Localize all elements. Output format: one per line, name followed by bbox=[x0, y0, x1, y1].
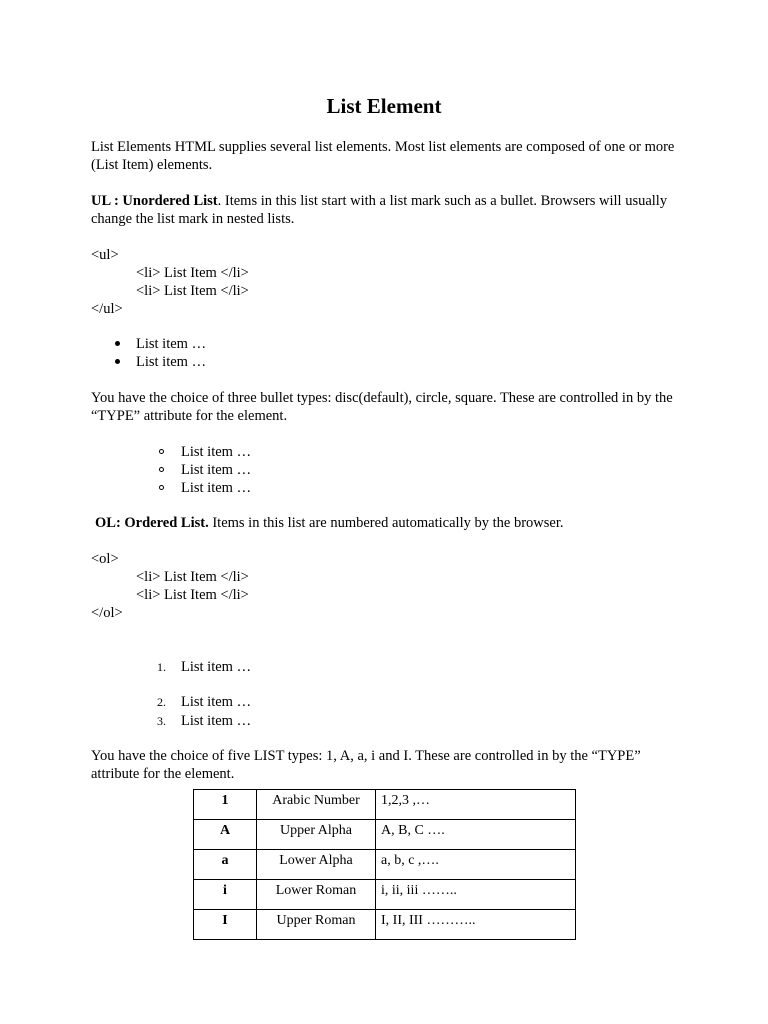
ordered-number: 2. bbox=[157, 695, 166, 709]
ordered-number: 3. bbox=[157, 714, 166, 728]
table-row bbox=[194, 880, 576, 910]
ul-code-item: <li> List Item </li> bbox=[136, 265, 249, 281]
ol-code-item: <li> List Item </li> bbox=[136, 569, 249, 585]
ol-code-close: </ol> bbox=[91, 605, 123, 621]
type-name-cell: Lower Alpha bbox=[257, 850, 376, 880]
ul-code-close: </ul> bbox=[91, 301, 123, 317]
ordered-number: 1. bbox=[157, 660, 166, 674]
list-types-table bbox=[193, 789, 576, 940]
circle-bullet-icon bbox=[159, 467, 164, 472]
ol-heading: OL: Ordered List. bbox=[95, 515, 209, 531]
disc-bullet-icon bbox=[115, 359, 120, 364]
type-name-cell: Lower Roman bbox=[257, 880, 376, 910]
ol-code-open: <ol> bbox=[91, 551, 119, 567]
type-example-cell: 1,2,3 ,… bbox=[376, 790, 576, 820]
table-row bbox=[194, 910, 576, 940]
ol-text: Items in this list are numbered automatically by the browser. bbox=[208, 515, 564, 531]
circle-list-item: List item … bbox=[181, 480, 252, 496]
type-name-cell: Upper Roman bbox=[257, 910, 376, 940]
ordered-list-item: List item … bbox=[181, 713, 252, 729]
disc-bullet-icon bbox=[115, 341, 120, 346]
disc-list-item: List item … bbox=[136, 354, 207, 370]
type-name-cell: Upper Alpha bbox=[257, 820, 376, 850]
bullet-types-note: You have the choice of three bullet types: disc(default), circle, square. These are controlled in by the “TYPE” attribute for the element. bbox=[91, 390, 673, 424]
list-types-note: You have the choice of five LIST types: 1, A, a, i and I. These are controlled in by the “TYPE” attribute for the element. bbox=[91, 748, 641, 782]
page-title: List Element bbox=[326, 94, 442, 118]
type-example-cell: a, b, c ,…. bbox=[376, 850, 576, 880]
type-example-cell: A, B, C …. bbox=[376, 820, 576, 850]
ordered-list-item: List item … bbox=[181, 659, 252, 675]
circle-list-item: List item … bbox=[181, 444, 252, 460]
circle-list-item: List item … bbox=[181, 462, 252, 478]
type-code-cell: I bbox=[194, 910, 257, 940]
table-row bbox=[194, 850, 576, 880]
type-example-cell: I, II, III ……….. bbox=[376, 910, 576, 940]
ol-description bbox=[95, 514, 563, 532]
type-code-cell: i bbox=[194, 880, 257, 910]
intro-paragraph: List Elements HTML supplies several list elements. Most list elements are composed of one or more (List Item) elements. bbox=[91, 139, 675, 173]
type-example-cell: i, ii, iii …….. bbox=[376, 880, 576, 910]
circle-bullet-icon bbox=[159, 449, 164, 454]
type-name-cell: Arabic Number bbox=[257, 790, 376, 820]
circle-bullet-icon bbox=[159, 485, 164, 490]
type-code-cell: 1 bbox=[194, 790, 257, 820]
ul-code-item: <li> List Item </li> bbox=[136, 283, 249, 299]
table-row bbox=[194, 790, 576, 820]
ul-description bbox=[91, 192, 691, 228]
type-code-cell: a bbox=[194, 850, 257, 880]
ordered-list-item: List item … bbox=[181, 694, 252, 710]
type-code-cell: A bbox=[194, 820, 257, 850]
ul-text: . Items in this list start with a list mark such as a bullet. Browsers will usually change the list mark in nested lists. bbox=[91, 193, 668, 227]
ul-code-open: <ul> bbox=[91, 247, 119, 263]
table-row bbox=[194, 820, 576, 850]
ol-code-item: <li> List Item </li> bbox=[136, 587, 249, 603]
disc-list-item: List item … bbox=[136, 336, 207, 352]
ul-heading: UL : Unordered List bbox=[91, 193, 218, 209]
